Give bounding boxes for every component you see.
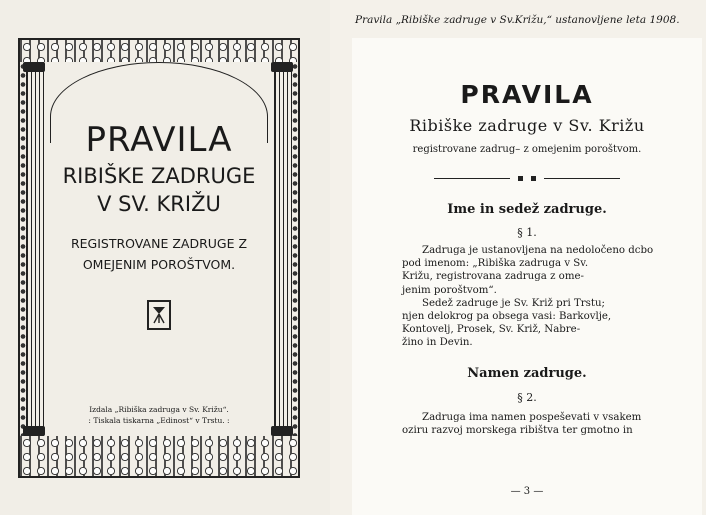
vine-right [292,62,298,436]
text-line: Sedež zadruge je Sv. Križ pri Trstu; [422,297,605,309]
section2-paragraph-number: § 2. [517,391,537,404]
imprint-line2: : Tiskala tiskarna „Edinost“ v Trstu. : [88,416,230,425]
text-line: Zadruga ima namen pospeševati v vsakem [422,412,642,423]
page-title: PRAVILA [460,80,594,109]
section1-paragraph-number: § 1. [517,226,537,239]
column-right [274,62,292,436]
emblem-graphic [151,305,167,325]
text-line: Kontovelj, Prosek, Sv. Križ, Nabre- [402,324,581,336]
cover-line1: RIBIŠKE ZADRUGE [62,164,256,188]
page-subtitle: Ribiške zadruge v Sv. Križu [409,116,645,135]
emblem-icon [147,300,171,330]
page-registered: registrovane zadrug– z omejenim poroštvom. [412,144,642,155]
divider [352,173,702,183]
cover-frame [18,38,300,478]
text-line: Križu, registrovana zadruga z ome- [402,271,584,283]
ornament-top [20,40,298,62]
divider-mark [531,176,536,181]
text-line: jenim poroštvom“. [402,284,497,296]
imprint-line1: Izdala „Ribiška zadruga v Sv. Križu“. [89,405,229,414]
ornament-bottom [20,436,298,476]
divider-mark [518,176,523,181]
section2-text [402,411,660,437]
text-page [352,38,702,515]
page-caption: Pravila „Ribiške zadruge v Sv.Križu,“ ustanovljene leta 1908. [355,14,680,26]
column-left [26,62,44,436]
cover-page [0,0,330,515]
page-number: — 3 — [510,486,544,497]
text-line: žino in Devin. [402,337,473,349]
section2-heading: Namen zadruge. [467,366,587,381]
cover-line2: V SV. KRIŽU [97,192,221,216]
cover-title: PRAVILA [85,120,233,160]
text-line: oziru razvoj morskega ribištva ter gmotno in [402,425,633,437]
divider-line-right [544,178,620,179]
divider-line-left [434,178,510,179]
text-line: njen delokrog pa obsega vasi: Barkovlje, [402,311,612,323]
text-line: pod imenom: „Ribiška zadruga v Sv. [402,258,589,270]
text-line: Zadruga je ustanovljena na nedoločeno dcbo [422,245,654,256]
cover-text [50,100,268,436]
imprint [20,404,298,426]
section1-heading: Ime in sedež zadruge. [447,202,607,217]
cover-line3: REGISTROVANE ZADRUGE Z [70,236,248,251]
section1-text [402,244,660,350]
cover-line4: OMEJENIM POROŠTVOM. [82,257,236,272]
